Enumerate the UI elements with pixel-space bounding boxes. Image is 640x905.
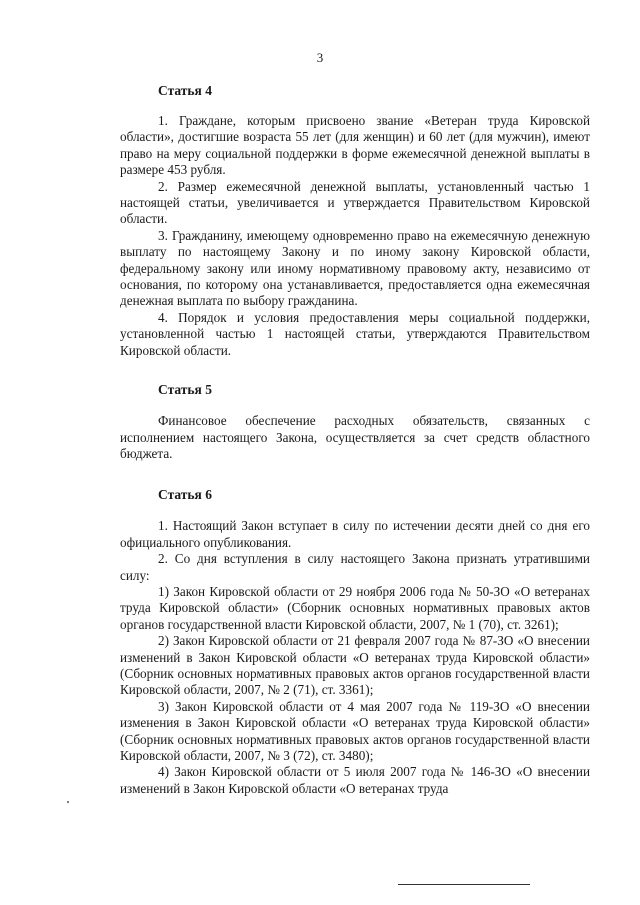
article-6-item-1: 1) Закон Кировской области от 29 ноября 2006 года № 50-ЗО «О ветеранах труда Кировской области» (Сборник основных нормативных правовых актов органов государственной власти Кировской области, 2007, № 1 (70), ст. 3261); [120, 583, 590, 632]
article-5-paragraph-1: Финансовое обеспечение расходных обязательств, связанных с исполнением настоящего Закона, осуществляется за счет средств областного бюджета. [120, 413, 590, 461]
article-6-item-4: 4) Закон Кировской области от 5 июля 2007 года № 146-ЗО «О внесении изменений в Закон Кировской области «О ветеранах труда [120, 764, 590, 796]
article-6-paragraph-1: 1. Настоящий Закон вступает в силу по истечении десяти дней со дня его официального опубликования. [120, 518, 590, 550]
article-6-heading: Статья 6 [158, 487, 212, 503]
article-6-paragraph-2: 2. Со дня вступления в силу настоящего Закона признать утратившими силу: [120, 551, 590, 583]
article-4-paragraph-1: 1. Гражданe, которым присвоено звание «Ветеран труда Кировской области», достигшие возраста 55 лет (для женщин) и 60 лет (для мужчин), имеют право на меру социальной поддержки в форме ежемесячной денежной выплаты в размере 453 рубля. [120, 113, 590, 178]
page-number: 3 [316, 50, 324, 65]
document-body [120, 82, 590, 797]
article-4-paragraph-2: 2. Размер ежемесячной денежной выплаты, установленный частью 1 настоящей статьи, увеличивается и утверждается Правительством Кировской области. [120, 178, 590, 227]
article-4-paragraph-4: 4. Порядок и условия предоставления меры социальной поддержки, установленной частью 1 настоящей статьи, утверждаются Правительством Кировской области. [120, 309, 590, 358]
bottom-rule [398, 884, 530, 885]
article-4-paragraph-3: 3. Гражданину, имеющему одновременно право на ежемесячную денежную выплату по настоящему Закону и по иному закону Кировской области, федеральному закону или иному нормативному правовому акту, независимо от основания, по которому она устанавливается, предоставляется одна ежемесячная денежная выплата по выбору гражданина. [120, 227, 590, 309]
article-6-item-2: 2) Закон Кировской области от 21 февраля 2007 года № 87-ЗО «О внесении изменений в Закон Кировской области «О ветеранах труда Кировской области» (Сборник основных нормативных правовых актов органов государственной власти Кировской области, 2007, № 2 (71), ст. 3361); [120, 633, 590, 698]
scan-speck [67, 801, 69, 803]
article-4-heading: Статья 4 [158, 83, 212, 98]
article-5-heading: Статья 5 [158, 382, 212, 398]
article-6-item-3: 3) Закон Кировской области от 4 мая 2007 года № 119-ЗО «О внесении изменения в Закон Кировской области «О ветеранах труда Кировской области» (Сборник основных нормативных правовых актов органов государственной власти Кировской области, 2007, № 3 (72), ст. 3480); [120, 698, 590, 763]
